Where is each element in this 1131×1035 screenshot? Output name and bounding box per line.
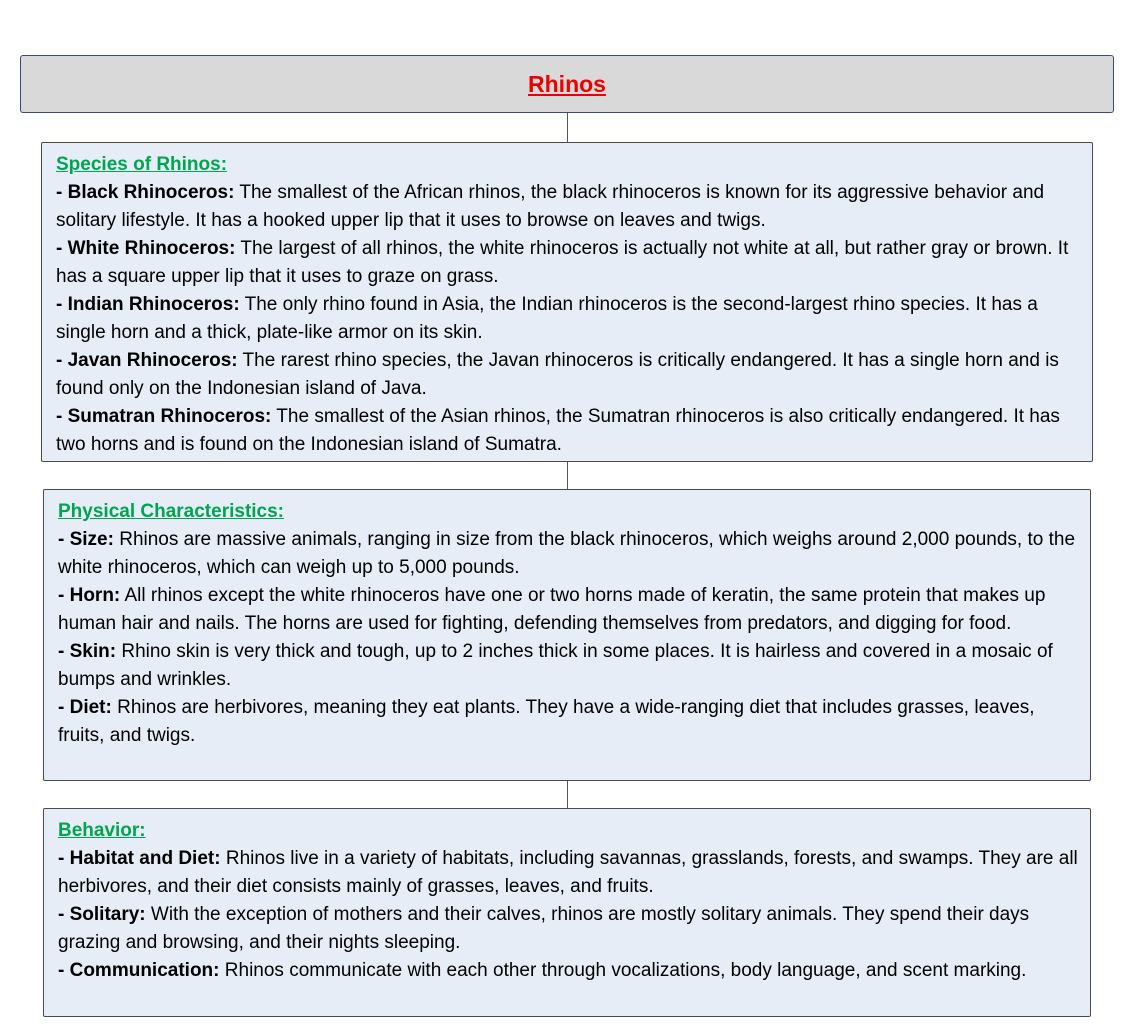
section-behavior [43, 808, 1091, 1017]
item-term: - Diet: [58, 697, 112, 718]
connector-line [567, 113, 568, 143]
item-text: The smallest of the African rhinos, the black rhinoceros is known for its aggressive behavior and solitary lifestyle. It has a hooked upper lip that it uses to browse on leaves and twigs. [56, 182, 1045, 231]
item-text: Rhinos communicate with each other through vocalizations, body language, and scent marking. [219, 960, 1027, 981]
connector-line [567, 462, 568, 490]
item-text: The smallest of the Asian rhinos, the Sumatran rhinoceros is also critically endangered. It has two horns and is found on the Indonesian island of Sumatra. [56, 406, 1060, 455]
item-term: - Solitary: [58, 904, 146, 925]
item-text: With the exception of mothers and their calves, rhinos are mostly solitary animals. They spend their days grazing and browsing, and their nights sleeping. [58, 904, 1030, 953]
item-text: Rhinos live in a variety of habitats, including savannas, grasslands, forests, and swamps. They are all herbivores, and their diet consists mainly of grasses, leaves, and fruits. [58, 848, 1078, 897]
item-text: The largest of all rhinos, the white rhinoceros is actually not white at all, but rather gray or brown. It has a square upper lip that it uses to graze on grass. [56, 238, 1069, 287]
item-term: - Horn: [58, 585, 121, 606]
list-item [56, 291, 1080, 347]
item-text: The only rhino found in Asia, the Indian rhinoceros is the second-largest rhino species. It has a single horn and a thick, plate-like armor on its skin. [56, 294, 1038, 343]
item-text: The rarest rhino species, the Javan rhinoceros is critically endangered. It has a single horn and is found only on the Indonesian island of Java. [56, 350, 1059, 399]
list-item [58, 582, 1078, 638]
list-item [58, 694, 1078, 750]
section-heading: Behavior: [58, 820, 146, 841]
section-physical-characteristics [43, 489, 1091, 781]
section-species [41, 142, 1093, 462]
list-item [56, 347, 1080, 403]
list-item [58, 901, 1078, 957]
list-item [56, 403, 1080, 459]
connector-line [567, 781, 568, 809]
item-term: - Communication: [58, 960, 220, 981]
list-item [58, 845, 1078, 901]
item-term: - Habitat and Diet: [58, 848, 221, 869]
page-title: Rhinos [528, 70, 606, 97]
list-item [56, 235, 1080, 291]
item-term: - Black Rhinoceros: [56, 182, 235, 203]
item-text: Rhino skin is very thick and tough, up to 2 inches thick in some places. It is hairless and covered in a mosaic of bumps and wrinkles. [58, 641, 1053, 690]
item-term: - Skin: [58, 641, 117, 662]
title-box [20, 55, 1114, 113]
list-item [58, 526, 1078, 582]
item-text: All rhinos except the white rhinoceros have one or two horns made of keratin, the same protein that makes up human hair and nails. The horns are used for fighting, defending themselves from predators, and digging for food. [58, 585, 1046, 634]
item-text: Rhinos are massive animals, ranging in size from the black rhinoceros, which weighs around 2,000 pounds, to the white rhinoceros, which can weigh up to 5,000 pounds. [58, 529, 1076, 578]
item-term: - White Rhinoceros: [56, 238, 236, 259]
item-term: - Javan Rhinoceros: [56, 350, 238, 371]
list-item [58, 638, 1078, 694]
list-item [56, 179, 1080, 235]
section-heading: Physical Characteristics: [58, 501, 285, 522]
section-heading: Species of Rhinos: [56, 154, 228, 175]
item-term: - Sumatran Rhinoceros: [56, 406, 272, 427]
list-item [58, 957, 1078, 985]
item-term: - Indian Rhinoceros: [56, 294, 240, 315]
item-term: - Size: [58, 529, 114, 550]
item-text: Rhinos are herbivores, meaning they eat plants. They have a wide-ranging diet that includes grasses, leaves, fruits, and twigs. [58, 697, 1035, 746]
